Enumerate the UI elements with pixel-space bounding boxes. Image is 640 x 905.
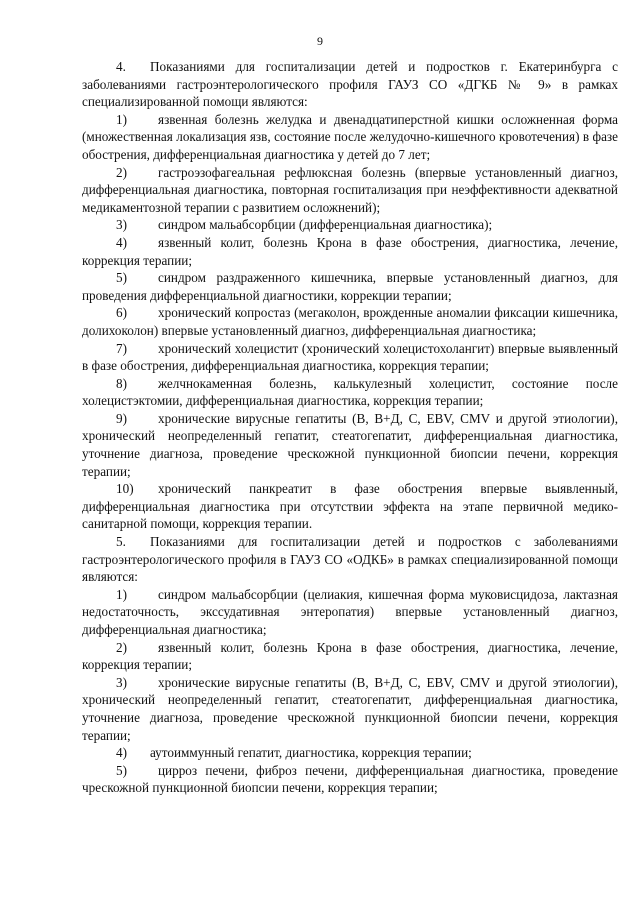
item-text: гастроэзофагеальная рефлюксная болезнь (впервые установленный диагноз, дифференциальная диагностика, повторная госпитализация при неэффективности адекватной медикаментозной терапии с развитием осложнений); xyxy=(82,164,618,215)
section-number: 4. xyxy=(116,59,126,74)
document-body xyxy=(82,58,618,797)
item-number: 8) xyxy=(116,375,127,391)
item-text: хронический холецистит (хронический холецистохолангит) впервые выявленный в фазе обострения, дифференциальная диагностика, коррекция терапии; xyxy=(82,340,618,374)
list-item xyxy=(82,111,618,164)
item-text: цирроз печени, фиброз печени, дифференциальная диагностика, проведение чрескожной пункционной биопсии печени, коррекция терапии; xyxy=(82,762,618,796)
item-number: 6) xyxy=(116,305,127,321)
item-text: язвенный колит, болезнь Крона в фазе обострения, диагностика, лечение, коррекция терапии; xyxy=(82,234,618,268)
list-item xyxy=(82,586,618,639)
list-item xyxy=(82,216,618,234)
list-item xyxy=(82,674,618,744)
item-number: 2) xyxy=(116,164,127,180)
list-item xyxy=(82,410,618,480)
item-number: 5) xyxy=(116,270,127,286)
item-number: 9) xyxy=(116,410,127,426)
item-number: 4) xyxy=(116,234,127,250)
page-number: 9 xyxy=(317,34,323,48)
paragraph-text: Показаниями для госпитализации детей и подростков с заболеваниями гастроэнтерологического профиля в ГАУЗ СО «ОДКБ» в рамках специализированной помощи являются: xyxy=(82,534,618,585)
item-text: синдром мальабсорбции (целиакия, кишечная форма муковисцидоза, лактазная недостаточность, экссудативная энтеропатия) впервые установленный диагноз, дифференциальная диагностика; xyxy=(82,586,618,637)
item-number: 1) xyxy=(116,111,127,127)
item-number: 2) xyxy=(116,639,127,655)
paragraph-section-4 xyxy=(82,58,618,111)
item-text: желчнокаменная болезнь, калькулезный холецистит, состояние после холецистэктомии, дифференциальная диагностика, коррекция терапии; xyxy=(82,375,618,409)
item-text: хронический копростаз (мегаколон, врожденные аномалии фиксации кишечника, долихоколон) впервые установленный диагноз, дифференциальная диагностика; xyxy=(82,305,618,338)
list-item xyxy=(82,164,618,217)
item-text: аутоиммунный гепатит, диагностика, коррекция терапии; xyxy=(150,745,472,761)
list-item xyxy=(82,234,618,269)
item-number: 3) xyxy=(116,674,127,690)
item-text: синдром мальабсорбции (дифференциальная диагностика); xyxy=(158,217,493,233)
list-item xyxy=(82,762,618,797)
item-text: хронические вирусные гепатиты (B, B+Д, C, EBV, CMV и другой этиологии), хронический неопределенный гепатит, стеатогепатит, дифференциальная диагностика, уточнение диагноза, проведение чрескожной пункционной биопсии печени, коррекция терапии; xyxy=(82,674,618,743)
list-item xyxy=(82,340,618,375)
item-text: язвенная болезнь желудка и двенадцатиперстной кишки осложненная форма (множественная локализация язв, состояние после желудочно-кишечного кровотечения) в фазе обострения, дифференциальная диагностика у детей до 7 лет; xyxy=(82,111,618,162)
item-number: 4) xyxy=(116,745,127,761)
item-text: хронические вирусные гепатиты (B, B+Д, C, EBV, CMV и другой этиологии), хронический неопределенный гепатит, стеатогепатит, дифференциальная диагностика, уточнение диагноза, проведение чрескожной пункционной биопсии печени, коррекция терапии; xyxy=(82,410,618,479)
item-text: синдром раздраженного кишечника, впервые установленный диагноз, для проведения дифференциальной диагностики, коррекции терапии; xyxy=(82,270,618,303)
list-item xyxy=(82,744,618,762)
item-number: 1) xyxy=(116,586,127,602)
list-item xyxy=(82,269,618,304)
item-text: язвенный колит, болезнь Крона в фазе обострения, диагностика, лечение, коррекция терапии; xyxy=(82,639,618,673)
list-item xyxy=(82,304,618,339)
section-number: 5. xyxy=(116,534,126,550)
item-number: 3) xyxy=(116,217,127,233)
item-text: хронический панкреатит в фазе обострения впервые выявленный, дифференциальная диагностика при отсутствии эффекта на этапе первичной медико-санитарной помощи, коррекция терапии. xyxy=(82,481,618,532)
item-number: 7) xyxy=(116,340,127,356)
item-number: 5) xyxy=(116,762,127,778)
paragraph-section-5 xyxy=(82,533,618,586)
paragraph-text: Показаниями для госпитализации детей и подростков г. Екатеринбурга с заболеваниями гастроэнтерологического профиля ГАУЗ СО «ДГКБ № 9» в рамках специализированной помощи являются: xyxy=(82,59,618,110)
item-number: 10) xyxy=(116,481,134,497)
list-item xyxy=(82,480,618,533)
list-item xyxy=(82,639,618,674)
list-item xyxy=(82,375,618,410)
